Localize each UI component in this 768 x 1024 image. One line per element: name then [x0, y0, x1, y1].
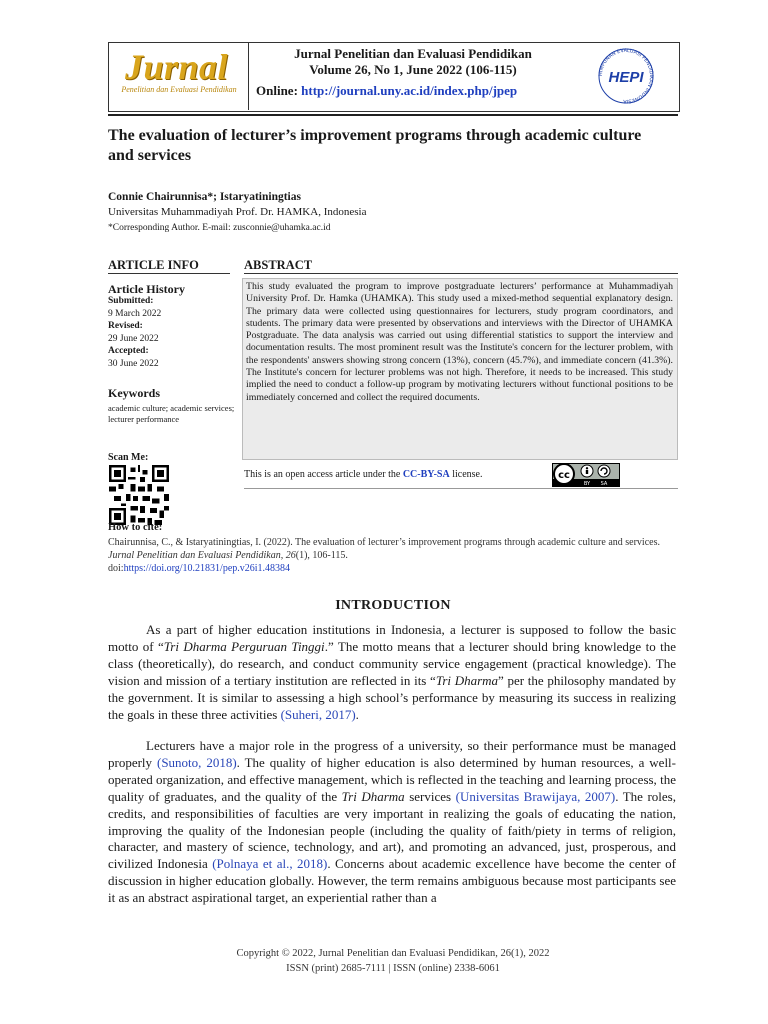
hepi-text: HEPI [608, 69, 644, 86]
keywords-heading: Keywords [108, 386, 160, 400]
license-line [244, 469, 482, 480]
submitted-date: 9 March 2022 [108, 309, 162, 319]
article-info-heading: ARTICLE INFO [108, 258, 199, 272]
abstract-box [242, 278, 678, 460]
p2-text-c: services [404, 788, 456, 804]
introduction-heading: INTRODUCTION [335, 598, 451, 613]
journal-volume: Volume 26, No 1, June 2022 (106-115) [309, 62, 517, 77]
journal-name: Jurnal Penelitian dan Evaluasi Pendidikan [294, 46, 532, 61]
abstract-bottom-divider [244, 488, 678, 489]
license-text: This is an open access article under the [244, 469, 401, 480]
license-suffix: license. [452, 469, 483, 480]
footer-issn: ISSN (print) 2685-7111 | ISSN (online) 2338-6061 [286, 963, 500, 974]
doi-label: doi: [108, 563, 124, 574]
citation-link-suheri[interactable]: (Suheri, 2017) [280, 706, 356, 722]
journal-url-link[interactable]: http://journal.uny.ac.id/index.php/jpep [301, 83, 518, 98]
revised-date: 29 June 2022 [108, 334, 159, 344]
p2-tri-dharma: Tri Dharma [341, 788, 405, 804]
how-to-cite-label: How to cite: [108, 522, 163, 533]
p1-motto: Tri Dharma Perguruan Tinggi [163, 638, 325, 654]
abstract-text: This study evaluated the program to improve postgraduate lecturers’ performance at Muhammadiyah University Prof. Dr. Hamka (UHAMKA). This study used a mixed-method sequential explanatory design. The primary data were collected using questionnaires for lecturers, study program coordinators, and students. The primary data were presented by observations and interviews with the Director of UHAMKA Postgraduate. The data analysis was carried out using differential statistics to support the interview and documentation results. The most prominent result was the Institute's concern for the lecturer problem, with the respondents' answers showing strong concern (13%), concern (45.7%), and immediate concern (41.3%). The Institute's concern for lecturer problems was not high. Therefore, it needs to be increased. This study implied the need to conduct a follow-up program by motivating lecturers without functional positions to be immediately concerned and collect the required documents. [246, 281, 673, 403]
article-history-heading: Article History [108, 282, 185, 296]
citation-link-sunoto[interactable]: (Sunoto, 2018) [156, 754, 237, 770]
p1-text-a: As a part of higher education institutions in Indonesia, a lecturer is supposed to follow the basic motto of “ [108, 622, 676, 654]
paragraph-2 [108, 738, 676, 907]
citation [108, 536, 673, 575]
online-line [256, 83, 517, 99]
article-title: The evaluation of lecturer’s improvement programs through academic culture and services [108, 127, 642, 164]
footer-copyright: Copyright © 2022, Jurnal Penelitian dan Evaluasi Pendidikan, 26(1), 2022 [236, 948, 550, 959]
citation-link-brawijaya[interactable]: (Universitas Brawijaya, 2007) [455, 788, 616, 804]
citation-text: Chairunnisa, C., & Istaryatiningtias, I. (2022). The evaluation of lecturer’s improvement programs through academic culture and services. [108, 537, 660, 548]
journal-logo-subtitle: Penelitian dan Evaluasi Pendidikan [121, 85, 237, 94]
p2-text-d: . The roles, credits, and responsibilities of faculties are very important in realizing the goals of educating the nation, improving the quality of the Indonesian people (including the quality of faith/piety in terms of religion, character, and mastery of science, technology, and art), and promoting an advanced, just, prosperous, and civilized Indonesia [108, 788, 676, 872]
accepted-label: Accepted: [108, 346, 149, 356]
info-divider [108, 273, 230, 274]
hepi-logo-icon [596, 46, 656, 106]
doi-link[interactable]: https://doi.org/10.21831/pep.v26i1.48384 [123, 563, 291, 574]
submitted-label: Submitted: [108, 296, 154, 306]
revised-label: Revised: [108, 321, 143, 331]
online-label: Online: [256, 83, 298, 98]
keywords-list: academic culture; academic services; lecturer performance [108, 403, 235, 424]
p2-text-e: . Concerns about academic excellence have become the center of discussion in higher education globally. However, the term remains ambiguous because most participants see it as an abstract aspirational target, an experiential rather than a [108, 856, 676, 906]
citation-pages: (1), 106-115. [295, 550, 348, 561]
p1-text-d: . [355, 706, 359, 722]
citation-journal: Jurnal Penelitian dan Evaluasi Pendidikan, 26 [108, 550, 296, 561]
p1-text-b: .” The motto means that a lecturer should bring knowledge to the class (theoretically), do research, and conduct community service engagement (practical knowledge). The vision and mission of a tertiary institution are reflected in its “ [108, 638, 677, 688]
p2-text-b: . The quality of higher education is also determined by human resources, a well-operated organization, and effective management, which is reflected in the teaching and learning process, the quality of graduates, and the quality of the [108, 754, 676, 804]
license-link[interactable]: CC-BY-SA [402, 469, 450, 480]
abstract-heading: ABSTRACT [244, 258, 313, 272]
author-affiliation: Universitas Muhammadiyah Prof. Dr. HAMKA, Indonesia [108, 206, 367, 218]
citation-link-polnaya[interactable]: (Polnaya et al., 2018) [212, 856, 328, 872]
p1-tri-dharma: Tri Dharma [435, 672, 499, 688]
header-divider [108, 114, 678, 116]
cc-by-sa-badge-icon[interactable] [552, 463, 620, 487]
qr-code-icon[interactable] [109, 465, 169, 525]
corresponding-author: *Corresponding Author. E-mail: zusconnie@uhamka.ac.id [108, 223, 331, 233]
cc-sa-label: SA [600, 481, 608, 487]
accepted-date: 30 June 2022 [108, 359, 159, 369]
paragraph-1 [108, 622, 676, 723]
scan-me-label: Scan Me: [108, 452, 149, 463]
hepi-ring-text: HIMPUNAN EVALUASI PENDIDIKAN INDONESIA [597, 47, 655, 105]
svg-text:cc: cc [558, 470, 570, 481]
abstract-divider [244, 273, 678, 274]
p2-text-a: Lecturers have a major role in the progress of a university, so their performance must be managed properly [108, 738, 676, 770]
journal-logo-word: Jurnal [125, 47, 229, 87]
article-authors: Connie Chairunnisa*; Istaryatiningtias [108, 191, 301, 203]
cc-by-label: BY [583, 481, 591, 487]
p1-text-c: ” per the philosophy mandated by the government. It is similar to assessing a high school’s performance by measuring its success in realizing the goals in these three activities [108, 672, 676, 722]
